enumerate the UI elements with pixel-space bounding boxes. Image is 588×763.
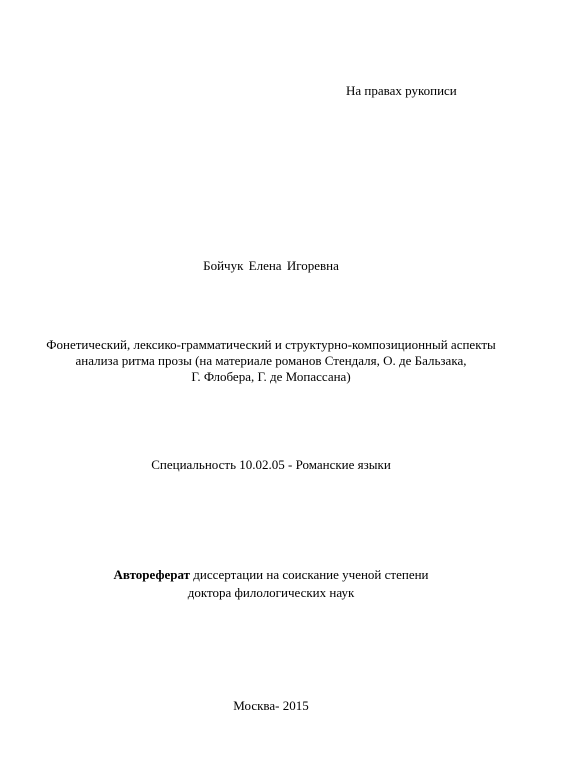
author-name: Бойчук Елена Игоревна (203, 258, 339, 273)
abstract-text: диссертации на соискание ученой степени (190, 567, 429, 582)
abstract-description (0, 566, 542, 602)
abstract-label: Автореферат (113, 567, 191, 582)
title-line-3: Г. Флобера, Г. де Мопассана) (191, 369, 351, 384)
degree-line: доктора филологических наук (187, 585, 355, 600)
rights-note: На правах рукописи (346, 83, 457, 98)
abstract-line-1 (0, 566, 542, 584)
title-line-1: Фонетический, лексико-грамматический и структурно-композиционный аспекты (46, 337, 496, 352)
city-year: Москва- 2015 (233, 698, 309, 713)
specialty-line: Специальность 10.02.05 - Романские языки (151, 457, 391, 472)
dissertation-title (0, 337, 542, 385)
title-line-2: анализа ритма прозы (на материале романов Стендаля, О. де Бальзака, (75, 353, 467, 368)
